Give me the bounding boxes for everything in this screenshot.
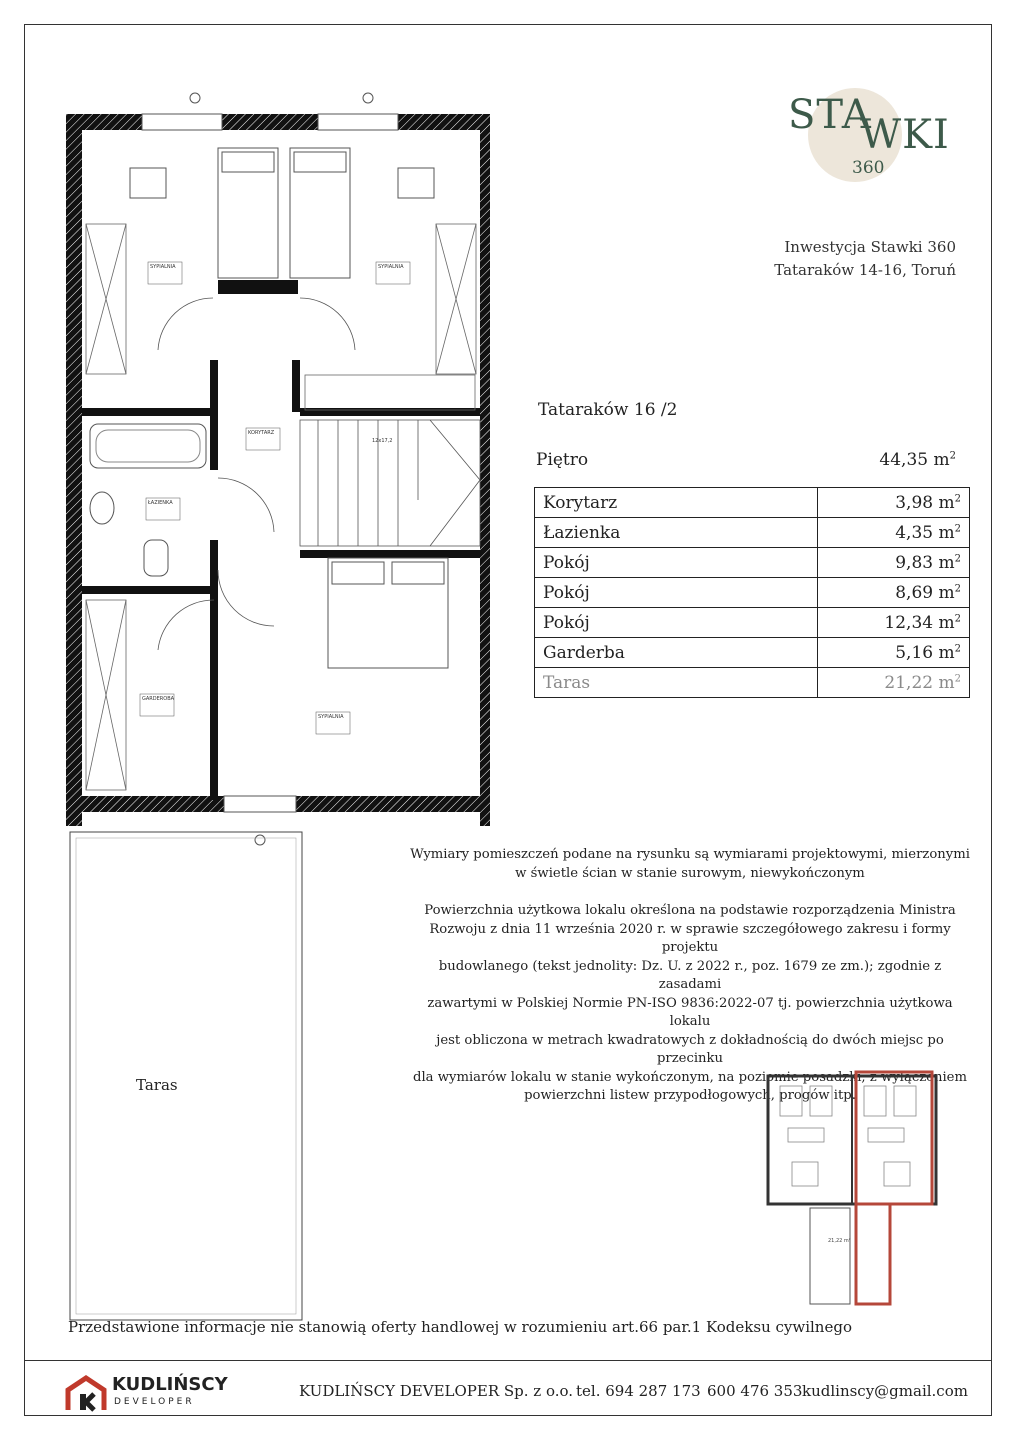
disclaimer: Przedstawione informacje nie stanowią oferty handlowej w rozumieniu art.66 par.1 Kodeksu cywilnego bbox=[68, 1318, 852, 1336]
room-area: 3,98 $m^2$ bbox=[818, 488, 970, 518]
floor-plan bbox=[50, 80, 490, 1330]
table-row bbox=[535, 638, 970, 668]
phone-1: tel. 694 287 173 bbox=[576, 1382, 701, 1400]
plan-label-corridor: KORYTARZ bbox=[248, 430, 275, 436]
room-area: 5,16 $m^2$ bbox=[818, 638, 970, 668]
table-row bbox=[535, 668, 970, 698]
terrace-label: Taras bbox=[136, 1076, 178, 1094]
company-name: KUDLIŃSCY DEVELOPER Sp. z o.o. bbox=[299, 1382, 574, 1400]
apartment-title: Tataraków 16 /2 bbox=[538, 400, 678, 420]
room-name: Pokój bbox=[535, 548, 818, 578]
house-icon bbox=[64, 1374, 108, 1412]
room-name: Pokój bbox=[535, 608, 818, 638]
table-row bbox=[535, 518, 970, 548]
wall-right bbox=[480, 114, 490, 826]
floor-area-unit: 2 bbox=[949, 450, 956, 462]
room-name: Łazienka bbox=[535, 518, 818, 548]
room-area: 21,22 $m^2$ bbox=[818, 668, 970, 698]
plan-label-wardrobe: GARDEROBA bbox=[142, 696, 175, 702]
investment-address: Tataraków 14-16, Toruń bbox=[774, 261, 956, 279]
stawki-logo bbox=[780, 82, 960, 192]
room-area: 12,34 $m^2$ bbox=[818, 608, 970, 638]
note-dimensions: Wymiary pomieszczeń podane na rysunku są wymiarami projektowymi, mierzonymi w świetle ścian w stanie surowym, niewykończonym bbox=[410, 847, 970, 881]
logo-line1: STA bbox=[788, 92, 872, 138]
brand-name: KUDLIŃSCY bbox=[112, 1374, 228, 1395]
brand-sub: DEVELOPER bbox=[114, 1397, 195, 1407]
logo-line2: WKI bbox=[860, 112, 950, 158]
table-row bbox=[535, 578, 970, 608]
kudlinscy-logo bbox=[64, 1374, 244, 1414]
investment-name: Inwestycja Stawki 360 bbox=[784, 238, 956, 256]
note-area-regulation: Powierzchnia użytkowa lokalu określona na podstawie rozporządzenia Ministra Rozwoju z dnia 11 września 2020 r. w sprawie szczegółowego zakresu i formy projektu budowlanego (tekst jednolity: Dz. U. z 2022 r., poz. 1679 ze zm.); zgodnie z zasadami zawartymi w Polskiej Normie PN-ISO 9836:2022-07 tj. powierzchnia użytkowa lokalu jest obliczona w metrach kwadratowych z dokładnością do dwóch miejsc po przecinku dla wymiarów lokalu w stanie wykończonym, na poziomie posadzki, z wyłączeniem powierzchni listew przypodłogowych, progów itp. bbox=[413, 903, 967, 1103]
plan-label-stairs: 12x17,2 bbox=[372, 438, 393, 444]
wall-top bbox=[66, 114, 490, 130]
table-row bbox=[535, 488, 970, 518]
room-name: Pokój bbox=[535, 578, 818, 608]
plan-label-bedroom-2: SYPIALNIA bbox=[378, 264, 404, 270]
room-name: Taras bbox=[535, 668, 818, 698]
plan-label-bedroom-3: SYPIALNIA bbox=[318, 714, 344, 720]
phone-2: 600 476 353 bbox=[707, 1382, 803, 1400]
floor-area: 44,35 m bbox=[879, 450, 950, 470]
plan-label-bedroom-1: SYPIALNIA bbox=[150, 264, 176, 270]
wall-left bbox=[66, 114, 82, 826]
footer-divider bbox=[24, 1360, 992, 1361]
plan-label-bathroom: ŁAZIENKA bbox=[148, 500, 173, 506]
highlight-terrace bbox=[856, 1204, 890, 1304]
key-plan bbox=[760, 1066, 950, 1316]
key-plan-area: 21,22 m² bbox=[828, 1238, 851, 1244]
room-area: 4,35 $m^2$ bbox=[818, 518, 970, 548]
table-row bbox=[535, 548, 970, 578]
logo-number: 360 bbox=[852, 158, 885, 178]
floor-area-row bbox=[536, 450, 956, 470]
table-row bbox=[535, 608, 970, 638]
room-name: Korytarz bbox=[535, 488, 818, 518]
floor-label: Piętro bbox=[536, 450, 589, 470]
rooms-table bbox=[534, 487, 970, 698]
room-area: 8,69 $m^2$ bbox=[818, 578, 970, 608]
room-area: 9,83 $m^2$ bbox=[818, 548, 970, 578]
email-link[interactable]: kudlinscy@gmail.com bbox=[802, 1382, 968, 1400]
room-name: Garderba bbox=[535, 638, 818, 668]
